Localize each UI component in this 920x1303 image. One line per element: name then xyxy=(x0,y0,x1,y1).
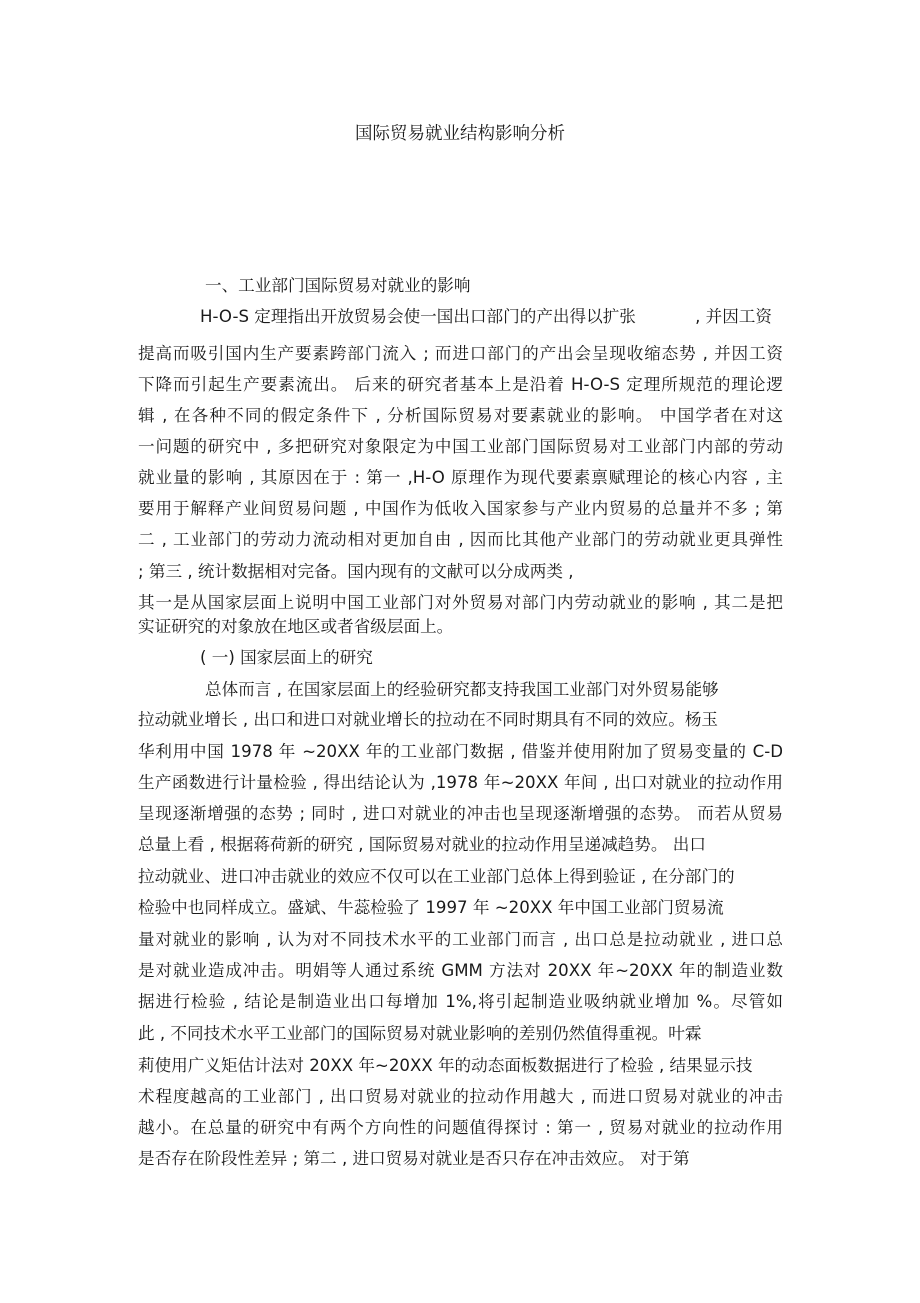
paragraph-line xyxy=(200,307,772,327)
paragraph-line: 总体而言 , 在国家层面上的经验研究都支持我国工业部门对外贸易能够 xyxy=(205,680,719,699)
paragraph-line: 要用于解释产业间贸易问题 , 中国作为低收入国家参与产业内贸易的总量并不多 ; 第 xyxy=(138,499,783,518)
paragraph-line: 下降而引起生产要素流出。 后来的研究者基本上是沿着 H-O-S 定理所规范的理论逻 xyxy=(138,375,783,394)
paragraph-line: 检验中也同样成立。盛斌、牛蕊检验了 1997 年 ~20XX 年中国工业部门贸易流 xyxy=(138,898,724,917)
paragraph-line: 总量上看 , 根据蒋荷新的研究 , 国际贸易对就业的拉动作用呈递减趋势。 出口 xyxy=(138,835,706,854)
section-heading: 一、工业部门国际贸易对就业的影响 xyxy=(205,276,471,295)
paragraph-line: 一问题的研究中 , 多把研究对象限定为中国工业部门国际贸易对工业部门内部的劳动 xyxy=(138,437,783,456)
paragraph-line: 华利用中国 1978 年 ~20XX 年的工业部门数据 , 借鉴并使用附加了贸易变量的 C-D xyxy=(138,742,783,761)
paragraph-line: 二 , 工业部门的劳动力流动相对更加自由 , 因而比其他产业部门的劳动就业更具弹性 xyxy=(138,530,783,549)
paragraph-line: 拉动就业增长 , 出口和进口对就业增长的拉动在不同时期具有不同的效应。杨玉 xyxy=(138,710,719,729)
paragraph-line: 是对就业造成冲击。明娟等人通过系统 GMM 方法对 20XX 年~20XX 年的制造业数 xyxy=(138,961,783,980)
paragraph-line: 提高而吸引国内生产要素跨部门流入 ; 而进口部门的产出会呈现收缩态势 , 并因工资 xyxy=(138,344,783,363)
paragraph-line: 越小。在总量的研究中有两个方向性的问题值得探讨 : 第一 , 贸易对就业的拉动作用 xyxy=(138,1118,783,1137)
paragraph-line: 此 , 不同技术水平工业部门的国际贸易对就业影响的差别仍然值得重视。叶霖 xyxy=(138,1024,702,1043)
paragraph-line: 据进行检验 , 结论是制造业出口每增加 1%,将引起制造业吸纳就业增加 %。尽管如 xyxy=(138,992,783,1011)
paragraph-line: 术程度越高的工业部门 , 出口贸易对就业的拉动作用越大 , 而进口贸易对就业的冲击 xyxy=(138,1087,783,1106)
paragraph-line: 莉使用广义矩估计法对 20XX 年~20XX 年的动态面板数据进行了检验 , 结果显示技 xyxy=(138,1056,753,1075)
paragraph-line: ; 第三 , 统计数据相对完备。国内现有的文献可以分成两类 , xyxy=(138,562,574,581)
section-heading: ( 一) 国家层面上的研究 xyxy=(200,648,373,667)
paragraph-line: 呈现逐渐增强的态势 ; 同时 , 进口对就业的冲击也呈现逐渐增强的态势。 而若从贸易 xyxy=(138,804,783,823)
paragraph-line: 拉动就业、进口冲击就业的效应不仅可以在工业部门总体上得到验证 , 在分部门的 xyxy=(138,867,735,886)
paragraph-line: 是否存在阶段性差异 ; 第二 , 进口贸易对就业是否只存在冲击效应。 对于第 xyxy=(138,1149,690,1168)
paragraph-line: 就业量的影响 , 其原因在于 : 第一 ,H-O 原理作为现代要素禀赋理论的核心内容 , 主 xyxy=(138,468,783,487)
document-title: 国际贸易就业结构影响分析 xyxy=(355,124,565,144)
paragraph-line: 实证研究的对象放在地区或者省级层面上。 xyxy=(138,617,454,636)
paragraph-line: 辑 , 在各种不同的假定条件下 , 分析国际贸易对要素就业的影响。 中国学者在对这 xyxy=(138,406,783,425)
paragraph-line: 其一是从国家层面上说明中国工业部门对外贸易对部门内劳动就业的影响 , 其二是把 xyxy=(138,593,783,612)
text-segment: H-O-S 定理指出开放贸易会使一国出口部门的产出得以扩张 xyxy=(200,307,636,326)
text-segment: , 并因工资 xyxy=(695,307,772,326)
paragraph-line: 量对就业的影响 , 认为对不同技术水平的工业部门而言 , 出口总是拉动就业 , 进口总 xyxy=(138,930,783,949)
paragraph-line: 生产函数进行计量检验 , 得出结论认为 ,1978 年~20XX 年间 , 出口对就业的拉动作用 xyxy=(138,773,783,792)
